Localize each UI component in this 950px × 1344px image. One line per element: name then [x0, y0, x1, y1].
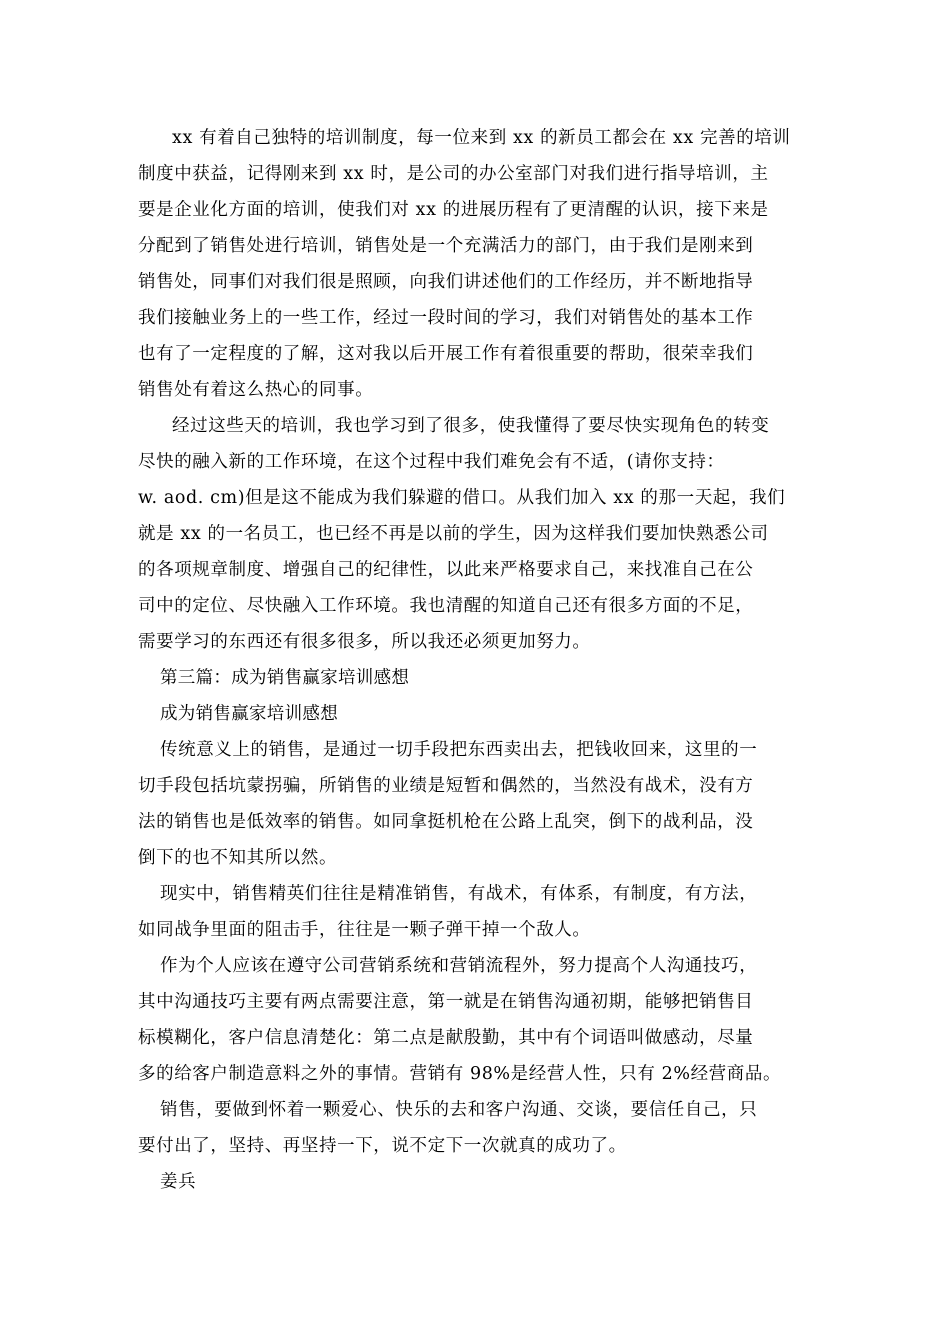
- text-line: 法的销售也是低效率的销售。如同拿挺机枪在公路上乱突，倒下的战利品，没: [138, 812, 754, 832]
- text-line: 也有了一定程度的了解，这对我以后开展工作有着很重要的帮助，很荣幸我们: [138, 344, 754, 364]
- text-line: 销售处有着这么热心的同事。: [138, 380, 374, 400]
- text-line: 标模糊化，客户信息清楚化：第二点是献殷勤，其中有个词语叫做感动，尽量: [138, 1028, 754, 1048]
- text-line: 如同战争里面的阻击手，往往是一颗子弹干掉一个敌人。: [138, 920, 591, 940]
- text-line: xx 有着自己独特的培训制度，每一位来到 xx 的新员工都会在 xx 完善的培训: [172, 128, 791, 148]
- text-line: 其中沟通技巧主要有两点需要注意，第一就是在销售沟通初期，能够把销售目: [138, 992, 754, 1012]
- text-line: 需要学习的东西还有很多很多，所以我还必须更加努力。: [138, 632, 591, 652]
- text-line: 倒下的也不知其所以然。: [138, 848, 338, 868]
- text-line: 销售处，同事们对我们很是照顾，向我们讲述他们的工作经历，并不断地指导: [138, 272, 754, 292]
- text-line: 要付出了，坚持、再坚持一下，说不定下一次就真的成功了。: [138, 1136, 627, 1156]
- text-line: 的各项规章制度、增强自己的纪律性，以此来严格要求自己，来找准自己在公: [138, 560, 754, 580]
- text-line: 制度中获益，记得刚来到 xx 时，是公司的办公室部门对我们进行指导培训，主: [138, 164, 769, 184]
- text-line: w. aod. cm)但是这不能成为我们躲避的借口。从我们加入 xx 的那一天起，我们: [138, 488, 786, 508]
- text-line: 尽快的融入新的工作环境，在这个过程中我们难免会有不适，(请你支持：: [138, 452, 725, 472]
- text-line: 作为个人应该在遵守公司营销系统和营销流程外，努力提高个人沟通技巧，: [160, 956, 758, 976]
- text-line: 切手段包括坑蒙拐骗，所销售的业绩是短暂和偶然的，当然没有战术，没有方: [138, 776, 754, 796]
- text-line: 我们接触业务上的一些工作，经过一段时间的学习，我们对销售处的基本工作: [138, 308, 754, 328]
- text-line: 现实中，销售精英们往往是精准销售，有战术，有体系，有制度，有方法，: [160, 884, 758, 904]
- text-line: 司中的定位、尽快融入工作环境。我也清醒的知道自己还有很多方面的不足，: [138, 596, 754, 616]
- text-line: 就是 xx 的一名员工，也已经不再是以前的学生，因为这样我们要加快熟悉公司: [138, 524, 769, 544]
- text-line: 经过这些天的培训，我也学习到了很多，使我懂得了要尽快实现角色的转变: [172, 416, 770, 436]
- text-line: 要是企业化方面的培训，使我们对 xx 的进展历程有了更清醒的认识，接下来是: [138, 200, 769, 220]
- article-title: 成为销售赢家培训感想: [160, 704, 338, 724]
- text-line: 传统意义上的销售，是通过一切手段把东西卖出去，把钱收回来，这里的一: [160, 740, 758, 760]
- text-line: 多的给客户制造意料之外的事情。营销有 98%是经营人性，只有 2%经营商品。: [138, 1064, 782, 1084]
- text-line: 销售，要做到怀着一颗爱心、快乐的去和客户沟通、交谈，要信任自己，只: [160, 1100, 758, 1120]
- section-title: 第三篇：成为销售赢家培训感想: [160, 668, 410, 688]
- text-line: 分配到了销售处进行培训，销售处是一个充满活力的部门，由于我们是刚来到: [138, 236, 754, 256]
- author-name: 姜兵: [160, 1172, 197, 1192]
